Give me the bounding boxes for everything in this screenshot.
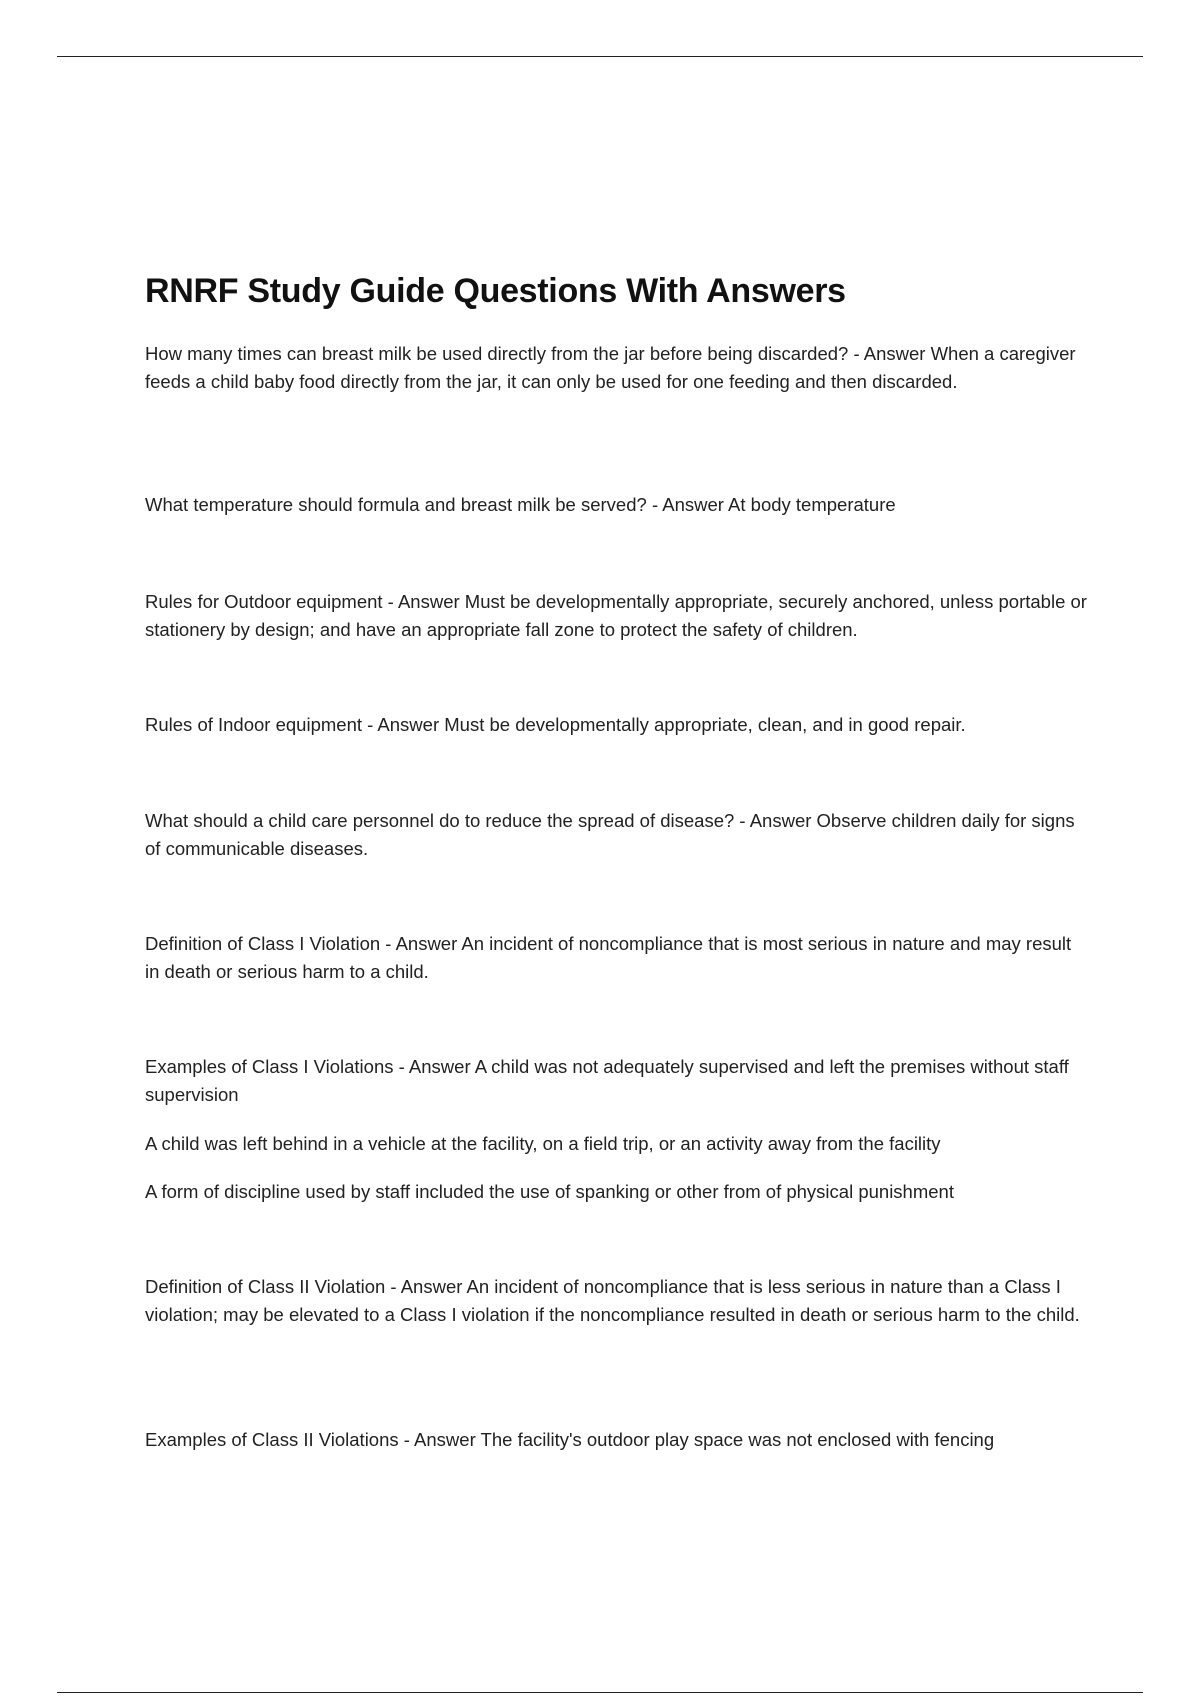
- qa-class-2-examples: Examples of Class II Violations - Answer The facility's outdoor play space was not enclosed with fencing: [145, 1429, 995, 1450]
- qa-class-1-definition: Definition of Class I Violation - Answer An incident of noncompliance that is most serious in nature and may result in death or serious harm to a child.: [145, 933, 1072, 982]
- qa-spread-of-disease: What should a child care personnel do to reduce the spread of disease? - Answer Observe children daily for signs of communicable diseases.: [145, 810, 1075, 859]
- class-1-example-vehicle: A child was left behind in a vehicle at the facility, on a field trip, or an activity away from the facility: [145, 1133, 941, 1154]
- document-title: RNRF Study Guide Questions With Answers: [145, 272, 846, 310]
- qa-serving-temperature: What temperature should formula and breast milk be served? - Answer At body temperature: [145, 494, 896, 515]
- qa-class-1-examples: Examples of Class I Violations - Answer A child was not adequately supervised and left the premises without staff supervision: [145, 1056, 1069, 1105]
- top-rule: [57, 56, 1143, 57]
- qa-outdoor-equipment: Rules for Outdoor equipment - Answer Must be developmentally appropriate, securely anchored, unless portable or stationery by design; and have an appropriate fall zone to protect the safety of children.: [145, 591, 1087, 640]
- qa-breast-milk-jar: How many times can breast milk be used directly from the jar before being discarded? - Answer When a caregiver feeds a child baby food directly from the jar, it can only be used for one feeding and then discarded.: [145, 343, 1076, 392]
- qa-indoor-equipment: Rules of Indoor equipment - Answer Must be developmentally appropriate, clean, and in good repair.: [145, 714, 966, 735]
- class-1-example-discipline: A form of discipline used by staff included the use of spanking or other from of physical punishment: [145, 1181, 954, 1202]
- bottom-rule: [57, 1692, 1143, 1693]
- qa-class-2-definition: Definition of Class II Violation - Answer An incident of noncompliance that is less serious in nature than a Class I violation; may be elevated to a Class I violation if the noncompliance resulted in death or serious harm to the child.: [145, 1276, 1080, 1325]
